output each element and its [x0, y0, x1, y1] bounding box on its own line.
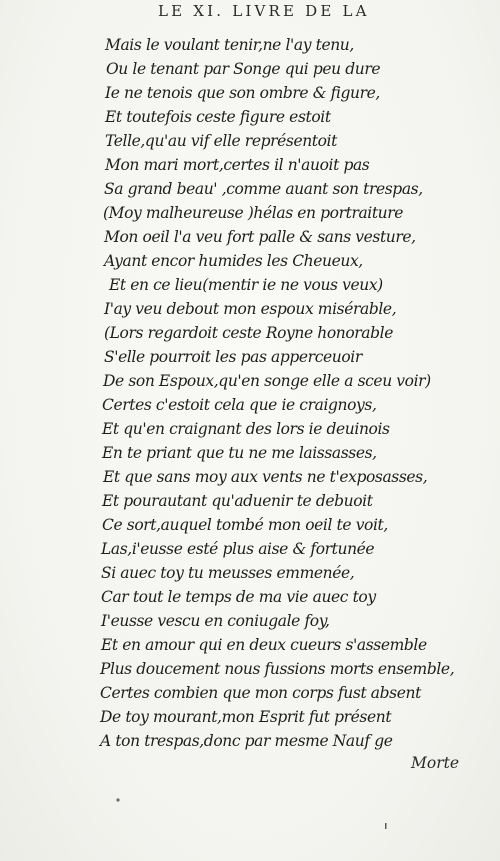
running-head: LE XI. LIVRE DE LA [158, 2, 370, 20]
verse-line: De toy mourant,mon Esprit fut présent [100, 708, 392, 726]
verse-line: Et que sans moy aux vents ne t'exposasses, [103, 468, 428, 486]
verse-line: Telle,qu'au vif elle représentoit [105, 132, 337, 150]
verse-line: Sa grand beau' ,comme auant son trespas, [104, 180, 423, 198]
verse-line: Et pourautant qu'aduenir te debuoit [102, 492, 373, 510]
verse-line: En te priant que tu ne me laissasses, [102, 444, 377, 462]
verse-line: Et en ce lieu(mentir ie ne vous veux) [109, 276, 383, 294]
verse-line: (Moy malheureuse )hélas en portraiture [103, 204, 404, 222]
verse-line: I'ay veu debout mon espoux misérable, [104, 300, 397, 318]
verse-line: Mon mari mort,certes il n'auoit pas [105, 156, 370, 174]
catchword: Morte [411, 754, 460, 772]
verse-line: Si auec toy tu meusses emmenée, [101, 564, 355, 582]
ink-speck [385, 823, 387, 829]
verse-line: Et qu'en craignant des lors ie deuinois [102, 420, 390, 438]
verse-line: Et en amour qui en deux cueurs s'assemble [101, 636, 427, 654]
verse-line: Ou le tenant par Songe qui peu dure [106, 60, 381, 78]
ink-speck [116, 798, 119, 801]
verse-line: Certes combien que mon corps fust absent [100, 684, 421, 702]
verse-line: I'eusse vescu en coniugale foy, [101, 612, 330, 630]
verse-line: (Lors regardoit ceste Royne honorable [104, 324, 393, 342]
verse-line: Mais le voulant tenir,ne l'ay tenu, [105, 36, 354, 54]
verse-line: Plus doucement nous fussions morts ensemble, [100, 660, 455, 678]
verse-line: Et toutefois ceste figure estoit [105, 108, 331, 126]
verse-line: Ie ne tenois que son ombre & figure, [105, 84, 380, 102]
verse-line: Ayant encor humides les Cheueux, [104, 252, 363, 270]
verse-line: Las,i'eusse esté plus aise & fortunée [101, 540, 375, 558]
verse-line: A ton trespas,donc par mesme Nauf ge [100, 732, 393, 750]
verse-line: Car tout le temps de ma vie auec toy [101, 588, 376, 606]
verse-line: Ce sort,auquel tombé mon oeil te voit, [102, 516, 388, 534]
verse-line: S'elle pourroit les pas apperceuoir [104, 348, 362, 366]
verse-line: Certes c'estoit cela que ie craignoys, [102, 396, 377, 414]
verse-line: Mon oeil l'a veu fort palle & sans vesture, [104, 228, 416, 246]
verse-line: De son Espoux,qu'en songe elle a sceu voir) [103, 372, 431, 390]
